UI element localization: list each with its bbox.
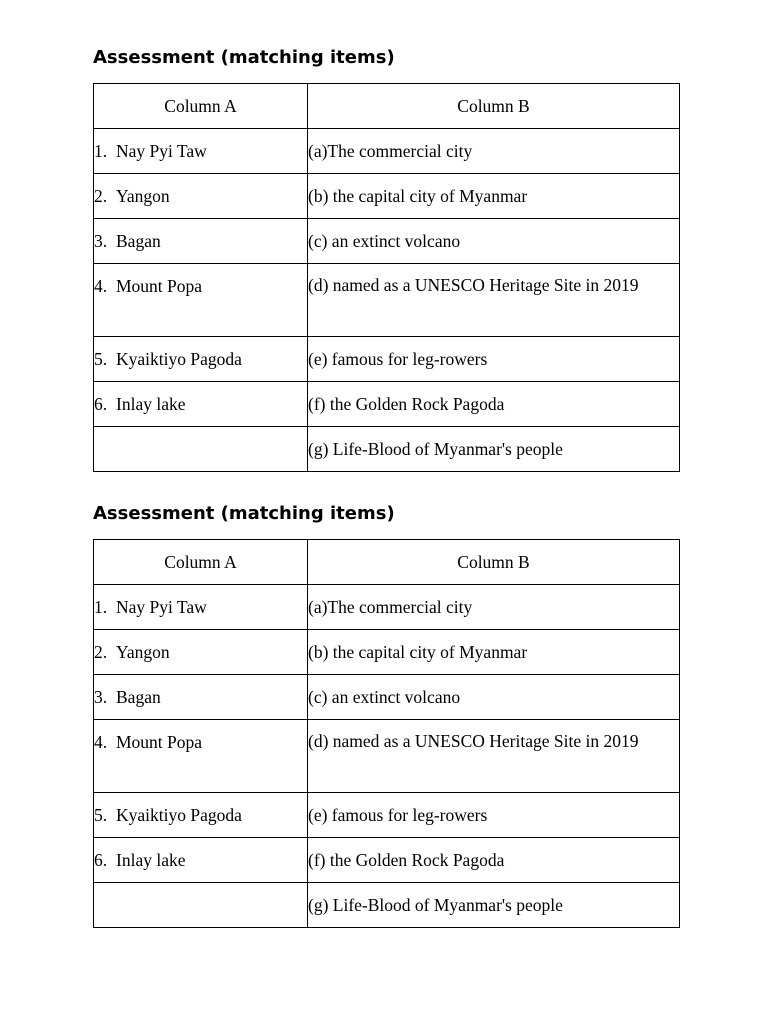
column-b-cell: (d) named as a UNESCO Heritage Site in 2019 xyxy=(308,264,680,337)
item-number: 5. xyxy=(94,348,108,369)
column-b-cell: (b) the capital city of Myanmar xyxy=(308,174,680,219)
assessment-section-2 xyxy=(93,500,679,928)
table-row xyxy=(94,129,680,174)
item-number: 3. xyxy=(94,686,108,707)
table-row xyxy=(94,219,680,264)
column-a-cell xyxy=(94,585,308,630)
item-label: Yangon xyxy=(116,641,170,662)
column-b-cell: (f) the Golden Rock Pagoda xyxy=(308,382,680,427)
column-b-cell: (d) named as a UNESCO Heritage Site in 2019 xyxy=(308,720,680,793)
column-b-cell: (g) Life-Blood of Myanmar's people xyxy=(308,883,680,928)
item-number: 3. xyxy=(94,230,108,251)
item-label: Bagan xyxy=(116,686,161,707)
item-label: Bagan xyxy=(116,230,161,251)
column-b-cell: (e) famous for leg-rowers xyxy=(308,337,680,382)
column-a-cell xyxy=(94,337,308,382)
item-number: 2. xyxy=(94,641,108,662)
column-a-cell xyxy=(94,675,308,720)
column-b-cell: (g) Life-Blood of Myanmar's people xyxy=(308,427,680,472)
column-a-header: Column A xyxy=(94,540,308,585)
column-a-cell xyxy=(94,427,308,472)
column-b-cell: (a)The commercial city xyxy=(308,129,680,174)
column-b-cell: (f) the Golden Rock Pagoda xyxy=(308,838,680,883)
item-number: 5. xyxy=(94,804,108,825)
column-b-header: Column B xyxy=(308,540,680,585)
column-b-cell: (e) famous for leg-rowers xyxy=(308,793,680,838)
item-label: Inlay lake xyxy=(116,849,186,870)
item-label: Kyaiktiyo Pagoda xyxy=(116,804,242,825)
item-number: 1. xyxy=(94,596,108,617)
table-row xyxy=(94,793,680,838)
column-a-cell xyxy=(94,630,308,675)
column-a-cell xyxy=(94,219,308,264)
table-row xyxy=(94,427,680,472)
table-row xyxy=(94,174,680,219)
column-b-cell: (c) an extinct volcano xyxy=(308,675,680,720)
column-a-cell xyxy=(94,720,308,793)
item-label: Mount Popa xyxy=(116,732,203,752)
table-row xyxy=(94,675,680,720)
item-number: 6. xyxy=(94,393,108,414)
item-label: Kyaiktiyo Pagoda xyxy=(116,348,242,369)
table-row xyxy=(94,264,680,337)
column-a-header: Column A xyxy=(94,84,308,129)
column-a-cell xyxy=(94,793,308,838)
column-a-cell xyxy=(94,264,308,337)
column-b-cell: (b) the capital city of Myanmar xyxy=(308,630,680,675)
item-label: Nay Pyi Taw xyxy=(116,596,207,617)
table-row xyxy=(94,883,680,928)
item-label: Yangon xyxy=(116,185,170,206)
column-b-cell: (c) an extinct volcano xyxy=(308,219,680,264)
table-row xyxy=(94,838,680,883)
column-a-cell xyxy=(94,382,308,427)
section-heading: Assessment (matching items) xyxy=(93,503,395,524)
item-label: Mount Popa xyxy=(116,276,203,296)
table-row xyxy=(94,720,680,793)
table-header-row xyxy=(94,540,680,585)
item-label: Inlay lake xyxy=(116,393,186,414)
column-b-cell: (a)The commercial city xyxy=(308,585,680,630)
table-row xyxy=(94,382,680,427)
assessment-section-1 xyxy=(93,44,679,472)
section-heading: Assessment (matching items) xyxy=(93,47,395,68)
table-row xyxy=(94,337,680,382)
item-number: 1. xyxy=(94,140,108,161)
column-a-cell xyxy=(94,838,308,883)
column-a-cell xyxy=(94,883,308,928)
table-row xyxy=(94,585,680,630)
item-number: 6. xyxy=(94,849,108,870)
matching-table xyxy=(93,83,680,472)
item-number: 2. xyxy=(94,185,108,206)
table-row xyxy=(94,630,680,675)
column-a-cell xyxy=(94,129,308,174)
item-label: Nay Pyi Taw xyxy=(116,140,207,161)
item-number: 4. xyxy=(94,732,108,752)
column-b-header: Column B xyxy=(308,84,680,129)
matching-table xyxy=(93,539,680,928)
item-number: 4. xyxy=(94,276,108,296)
table-header-row xyxy=(94,84,680,129)
column-a-cell xyxy=(94,174,308,219)
